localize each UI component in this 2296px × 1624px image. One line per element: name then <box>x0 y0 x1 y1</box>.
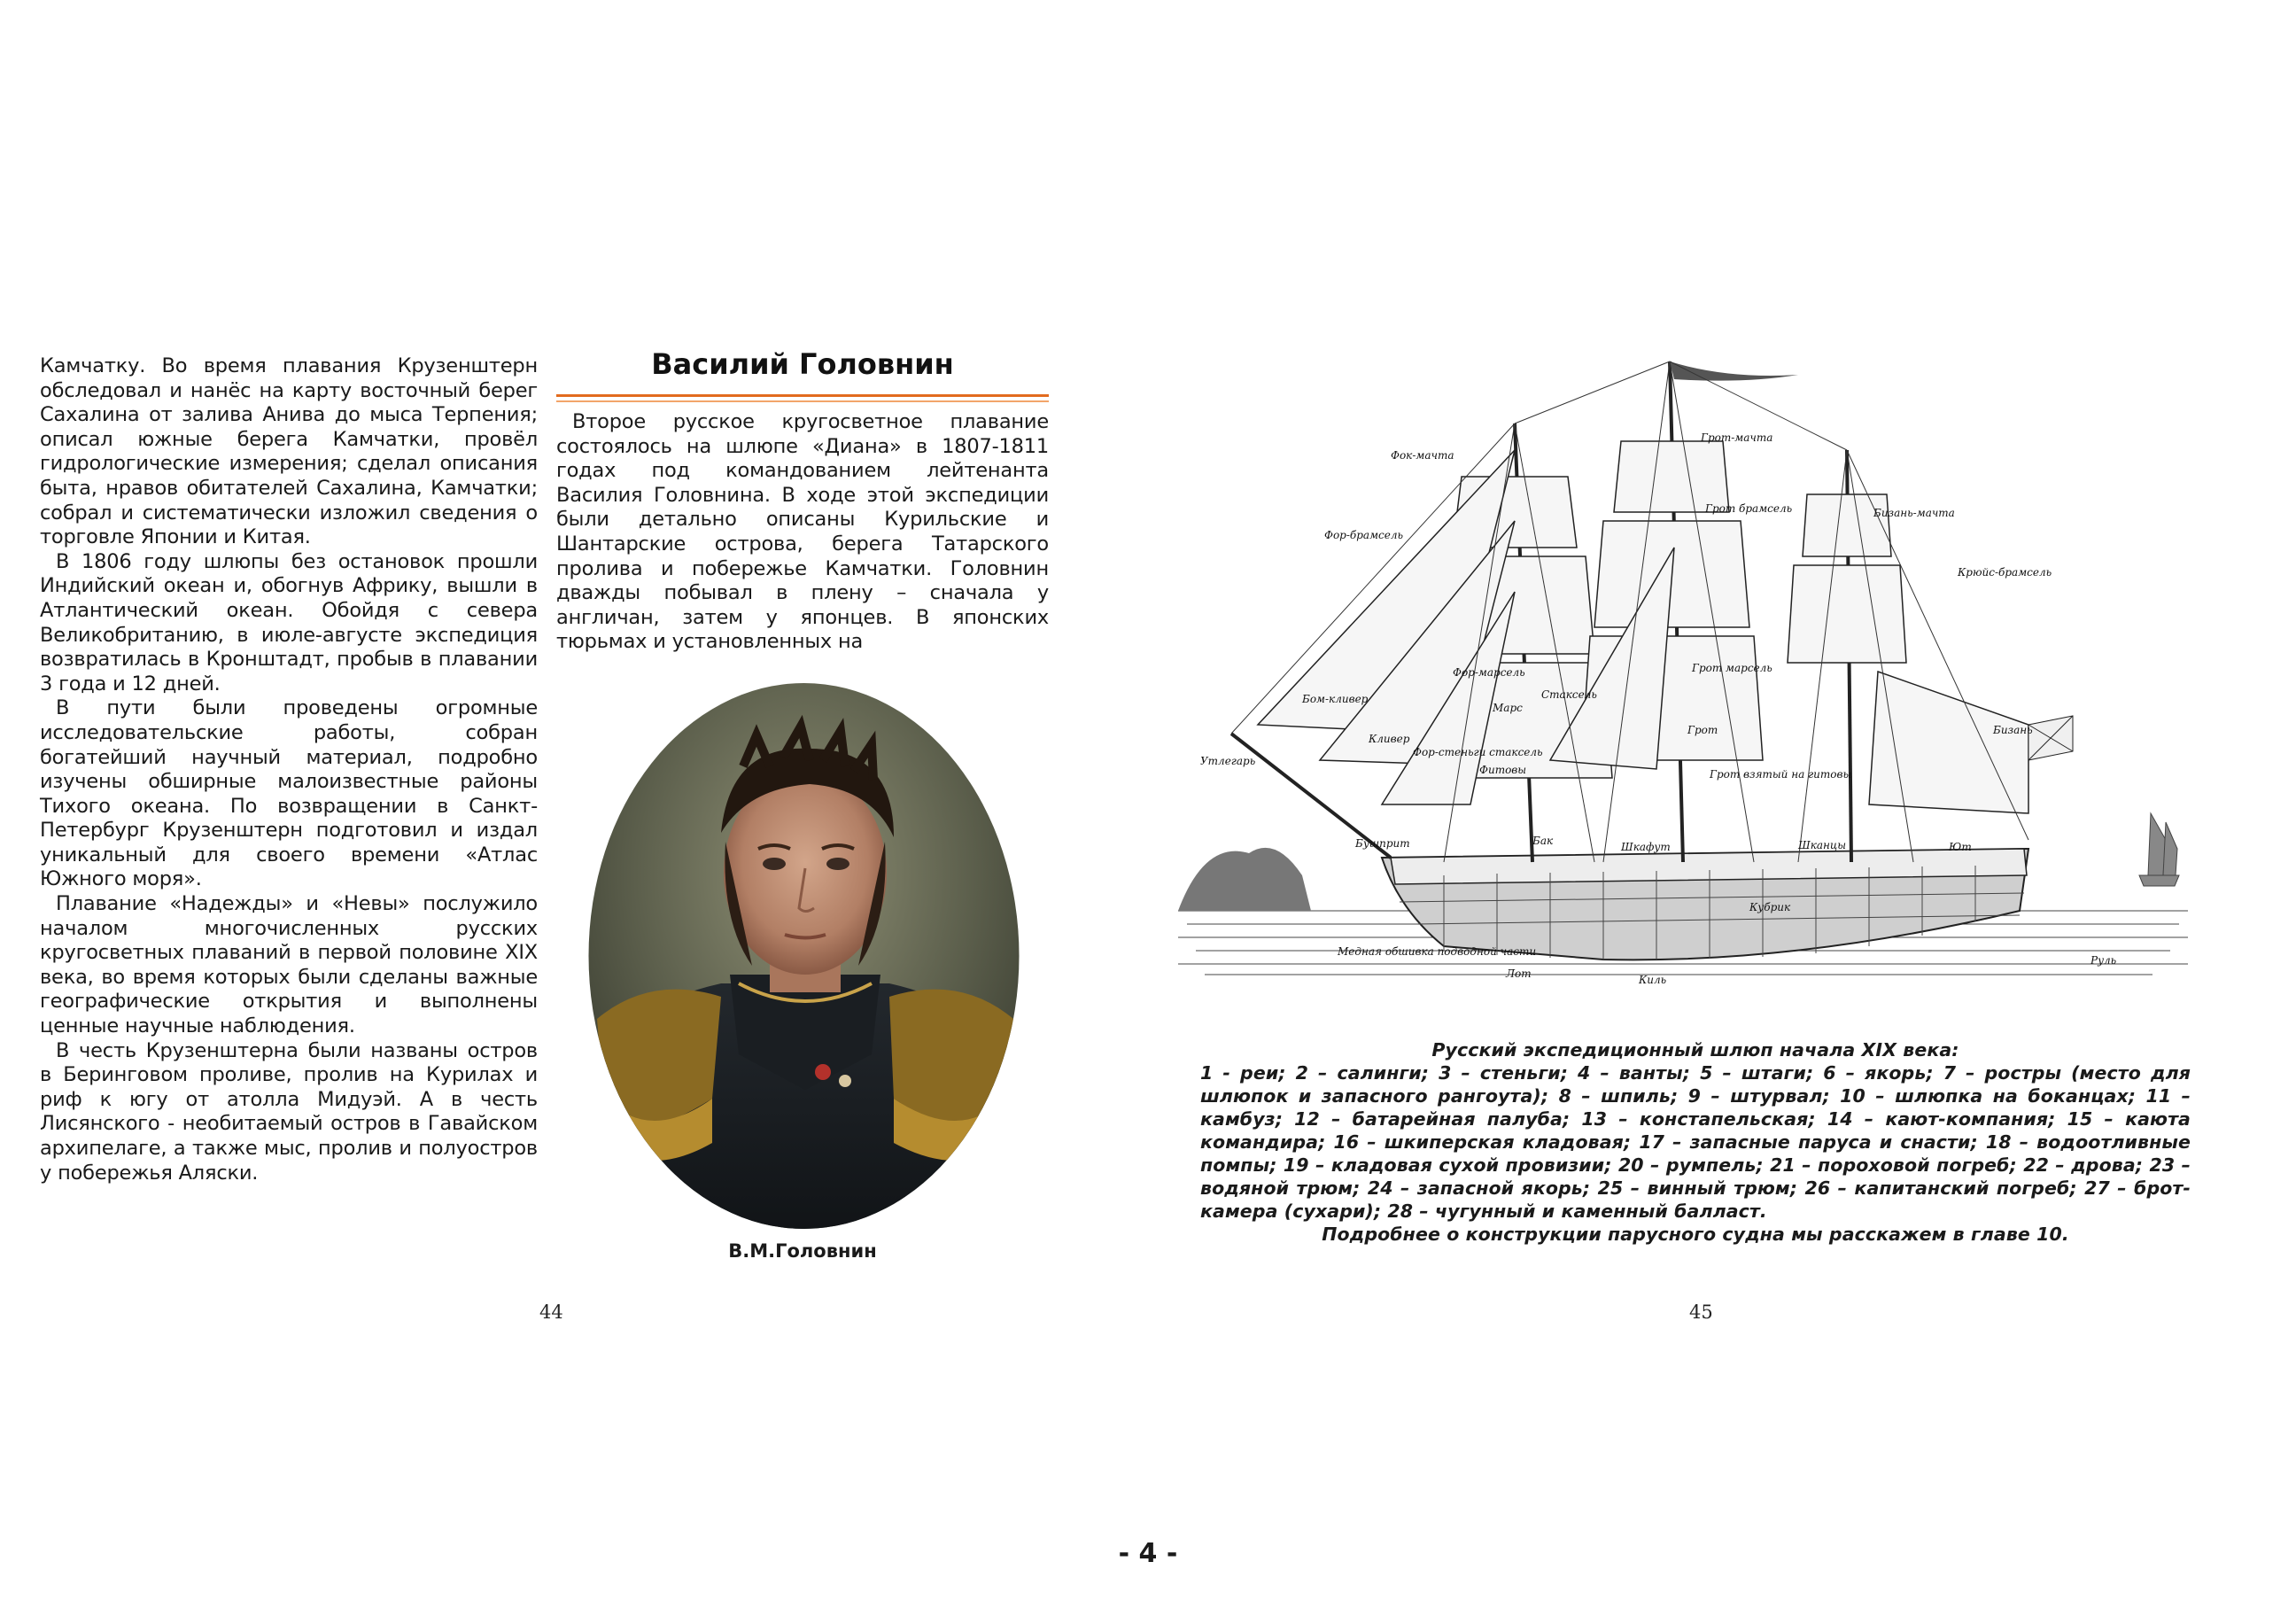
label-grot-machta: Грот-мачта <box>1701 431 1773 444</box>
label-grot-vzyaty: Грот взятый на гитовы <box>1710 768 1852 781</box>
label-mars: Марс <box>1493 702 1523 714</box>
paragraph: В пути были проведены огромные исследовательские работы, собран богатейший научный материал, подробно изучены обширные малоизвестные районы Тихого океана. По возвращении в Санкт-Петербург Крузенштерн подготовил и издал уникальный для своего времени «Атлас Южного моря». <box>40 696 538 891</box>
label-kliver: Кливер <box>1369 733 1410 745</box>
label-bom-kliver: Бом-кливер <box>1302 693 1369 705</box>
label-bushprit: Бушприт <box>1355 837 1410 850</box>
label-yut: Ют <box>1949 841 1972 853</box>
portrait-caption: В.М.Головнин <box>728 1240 877 1262</box>
portrait-illustration <box>588 682 1020 1230</box>
ship-caption-body: 1 - реи; 2 – салинги; 3 – стеньги; 4 – ванты; 5 – штаги; 6 – якорь; 7 – ростры (место для шлюпок и запасного рангоута); 8 – шпиль; 9 – штурвал; 10 – шлюпка на боканцах; 11 – камбуз; 12 – батарейная палуба; 13 – констапельская; 14 – кают-компания; 15 – каюта командира; 16 – шкиперская кладовая; 17 – запасные паруса и снасти; 18 – водоотливные помпы; 19 – кладовая сухой провизии; 20 – румпель; 21 – пороховой погреб; 22 – дрова; 23 – водяной трюм; 24 – запасной якорь; 25 – винный трюм; 26 – капитанский погреб; 27 – брот-камера (сухари); 28 – чугунный и каменный балласт. <box>1200 1062 2191 1222</box>
label-fitovy: Фитовы <box>1479 764 1527 776</box>
label-kubrik: Кубрик <box>1749 901 1791 913</box>
ship-caption <box>1200 1038 2191 1246</box>
ship-diagram <box>1178 344 2188 991</box>
label-fok-machta: Фок-мачта <box>1391 449 1454 462</box>
label-fok-bramsel: Фор-брамсель <box>1324 529 1404 541</box>
paragraph: В честь Крузенштерна были названы остров в Беринговом проливе, пролив на Курилах и риф к югу от атолла Мидуэй. А в честь Лисянского - необитаемый остров в Гавайском архипелаге, а также мыс, пролив и полуостров у побережья Аляски. <box>40 1038 538 1185</box>
ship-caption-footnote: Подробнее о конструкции парусного судна мы расскажем в главе 10. <box>1322 1224 2069 1245</box>
paragraph: Плавание «Надежды» и «Невы» послужило началом многочисленных русских кругосветных плаваний в первой половине XIX века, во время которых были сделаны важные географические открытия и выполнены ценные научные наблюдения. <box>40 892 538 1038</box>
ship-caption-title: Русский экспедиционный шлюп начала XIX века: <box>1431 1039 1959 1061</box>
label-grot-marsel: Грот марсель <box>1692 662 1772 674</box>
label-kruys-bramsel: Крюйс-брамсель <box>1958 566 2052 579</box>
label-bizan: Бизань <box>1993 724 2033 736</box>
paragraph: В 1806 году шлюпы без остановок прошли Индийский океан и, обогнув Африку, вышли в Атлантический океан. Обойдя с севера Великобританию, в июле-августе экспедиция возвратилась в Кронштадт, пробыв в плавании 3 года и 12 дней. <box>40 549 538 695</box>
label-lot: Лот <box>1506 967 1532 980</box>
ship-illustration <box>1178 344 2188 991</box>
label-rul: Руль <box>2090 954 2117 967</box>
label-mednaya: Медная обшивка подводной части <box>1338 945 1537 958</box>
title-underline <box>556 394 1049 397</box>
label-shkafut: Шкафут <box>1621 841 1671 853</box>
page-number-left: 44 <box>539 1302 563 1323</box>
spread-page-number: - 4 - <box>1118 1538 1178 1569</box>
portrait-image <box>588 682 1020 1230</box>
label-bak: Бак <box>1532 835 1554 847</box>
paragraph: Камчатку. Во время плавания Крузенштерн обследовал и нанёс на карту восточный берег Сахалина от залива Анива до мыса Терпения; описал южные берега Камчатки, провёл гидрологические измерения; сделал описания быта, нравов обитателей Сахалина, Камчатки; собрал и систематически изложил сведения о торговле Японии и Китая. <box>40 354 538 549</box>
label-staksel: Стаксель <box>1541 688 1597 701</box>
label-shkancy: Шканцы <box>1798 839 1847 851</box>
section-title: Василий Головнин <box>651 347 954 381</box>
paragraph: Второе русское кругосветное плавание состоялось на шлюпе «Диана» в 1807-1811 годах под командованием лейтенанта Василия Головнина. В ходе этой экспедиции были детально описаны Курильские и Шантарские острова, берега Татарского пролива и побережье Камчатки. Головнин дважды побывал в плену – сначала у англичан, затем у японцев. В японских тюрьмах и установленных на <box>556 410 1049 654</box>
label-grot: Грот <box>1687 724 1718 736</box>
left-column-text <box>40 354 538 1185</box>
section-text <box>556 410 1049 655</box>
title-underline-secondary <box>556 400 1049 402</box>
label-for-marsel: Фор-марсель <box>1453 666 1525 679</box>
page-number-right: 45 <box>1689 1302 1713 1323</box>
label-for-sten-staksel: Фор-стеньги стаксель <box>1413 746 1543 758</box>
label-kil: Киль <box>1639 974 1667 986</box>
label-grot-bramsel: Грот брамсель <box>1705 502 1793 515</box>
label-bizan-machta: Бизань-мачта <box>1873 507 1955 519</box>
label-utlegar: Утлегарь <box>1200 755 1256 767</box>
